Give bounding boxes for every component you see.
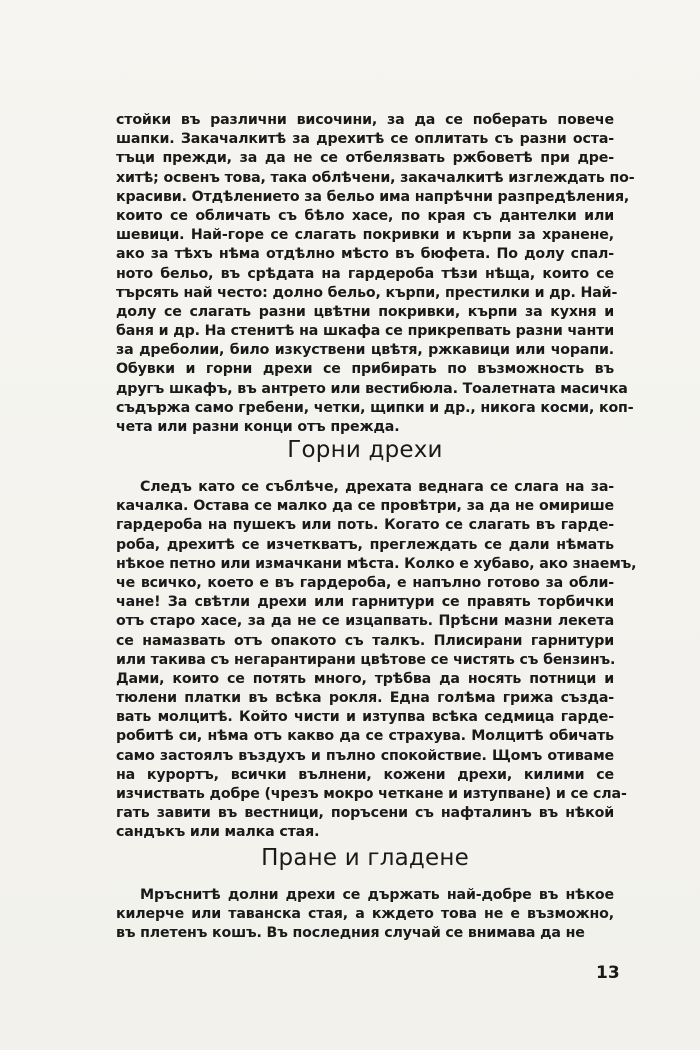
text-line: се намазвать отъ опакото съ талкъ. Плисирани гарнитури [116,632,614,649]
text-line: баня и др. На стенитѣ на шкафа се прикрепвать разни чанти [116,323,614,340]
text-line: вать молцитѣ. Който чисти и изтупва всѣка седмица гарде- [116,709,614,726]
text-line: които се обличать съ бѣло хасе, по края съ дантелки или [116,207,614,224]
text-line: чане! За свѣтли дрехи или гарнитури се правять торбички [116,594,614,611]
paragraph-outer-clothes [116,478,637,843]
text-line: роба, дрехитѣ се изчеткватъ, преглеждать се дали нѣмать [116,536,614,553]
section-heading-outer-clothes: Горни дрехи [287,437,443,463]
text-line: търсять най често: долно бельо, кърпи, престилки и др. Най- [116,284,618,301]
page-number: 13 [596,963,620,983]
text-line: само застоялъ въздухъ и пълно спокойствие. Щомъ отиваме [116,747,614,764]
text-line: за дреболии, било изкуствени цвѣтя, ржкавици или чорапи. [116,342,614,359]
text-line: килерче или таванска стая, а кждето това не е възможно, [116,906,614,923]
text-line: гардероба на пушекъ или поть. Когато се слагать въ гарде- [116,517,614,534]
text-line: красиви. Отдѣлението за бельо има напрѣчни разпредѣления, [116,188,630,205]
section-heading-washing-ironing: Пране и гладене [261,845,469,871]
text-line: другъ шкафъ, въ антрето или вестибюла. Тоалетната масичка [116,380,628,397]
text-line: нѣкое петно или измачкани мѣста. Колко е хубаво, ако знаемъ, [116,555,637,572]
text-line: тъци прежди, за да не се отбелязвать ржбоветѣ при дре- [116,150,614,167]
text-line: Следъ като се съблѣче, дрехата веднага се слага на за- [140,479,614,495]
text-line: на курортъ, всички вълнени, кожени дрехи, килими се [116,766,614,783]
text-line: съдържа само гребени, четки, щипки и др., никога косми, коп- [116,399,634,416]
text-line: Мръснитѣ долни дрехи се държать най-добре въ нѣкое [140,887,614,903]
text-line: въ плетенъ кошъ. Въ последния случай се внимава да не [116,925,585,942]
text-line: хитѣ; освенъ това, така облѣчени, закачалкитѣ изглеждать по- [116,169,635,186]
paragraph-washing-ironing [116,886,614,944]
text-line: отъ старо хасе, за да не се изцапвать. Прѣсни мазни лекета [116,613,614,630]
text-line: тюлени платки въ всѣка рокля. Една голѣма грижа създа- [116,690,614,707]
text-line: или такива съ негарантирани цвѣтове се чистять съ бензинъ. [116,651,616,668]
text-line: сандъкъ или малка стая. [116,824,320,841]
text-line: долу се слагать разни цвѣтни покривки, кърпи за кухня и [116,303,614,320]
text-line: шапки. Закачалкитѣ за дрехитѣ се оплитать съ разни оста- [116,131,614,148]
text-line: Обувки и горни дрехи се прибирать по възможность въ [116,361,614,378]
paragraph-wardrobe-organization [116,111,635,437]
text-line: качалка. Остава се малко да се провѣтри, за да не омирише [116,498,614,515]
text-line: че всичко, което е въ гардероба, е напълно готово за обли- [116,574,614,591]
text-line: чета или разни конци отъ прежда. [116,419,400,435]
text-line: ако за тѣхъ нѣма отдѣлно мѣсто въ бюфета. По долу спал- [116,246,614,263]
text-line: шевици. Най-горе се слагать покривки и кърпи за хранене, [116,227,614,244]
text-line: ното бельо, въ срѣдата на гардероба тѣзи нѣща, които се [116,265,614,282]
text-line: Дами, които се потять много, трѣбва да носять потници и [116,670,614,687]
text-line: стойки въ различни височини, за да се поберать повече [116,112,614,128]
text-line: гать завити въ вестници, поръсени съ нафталинъ въ нѣкой [116,805,614,822]
text-line: изчиствать добре (чрезъ мокро четкане и изтупване) и се сла- [116,786,627,802]
text-line: робитѣ си, нѣма отъ какво да се страхува. Молцитѣ обичать [116,728,614,745]
